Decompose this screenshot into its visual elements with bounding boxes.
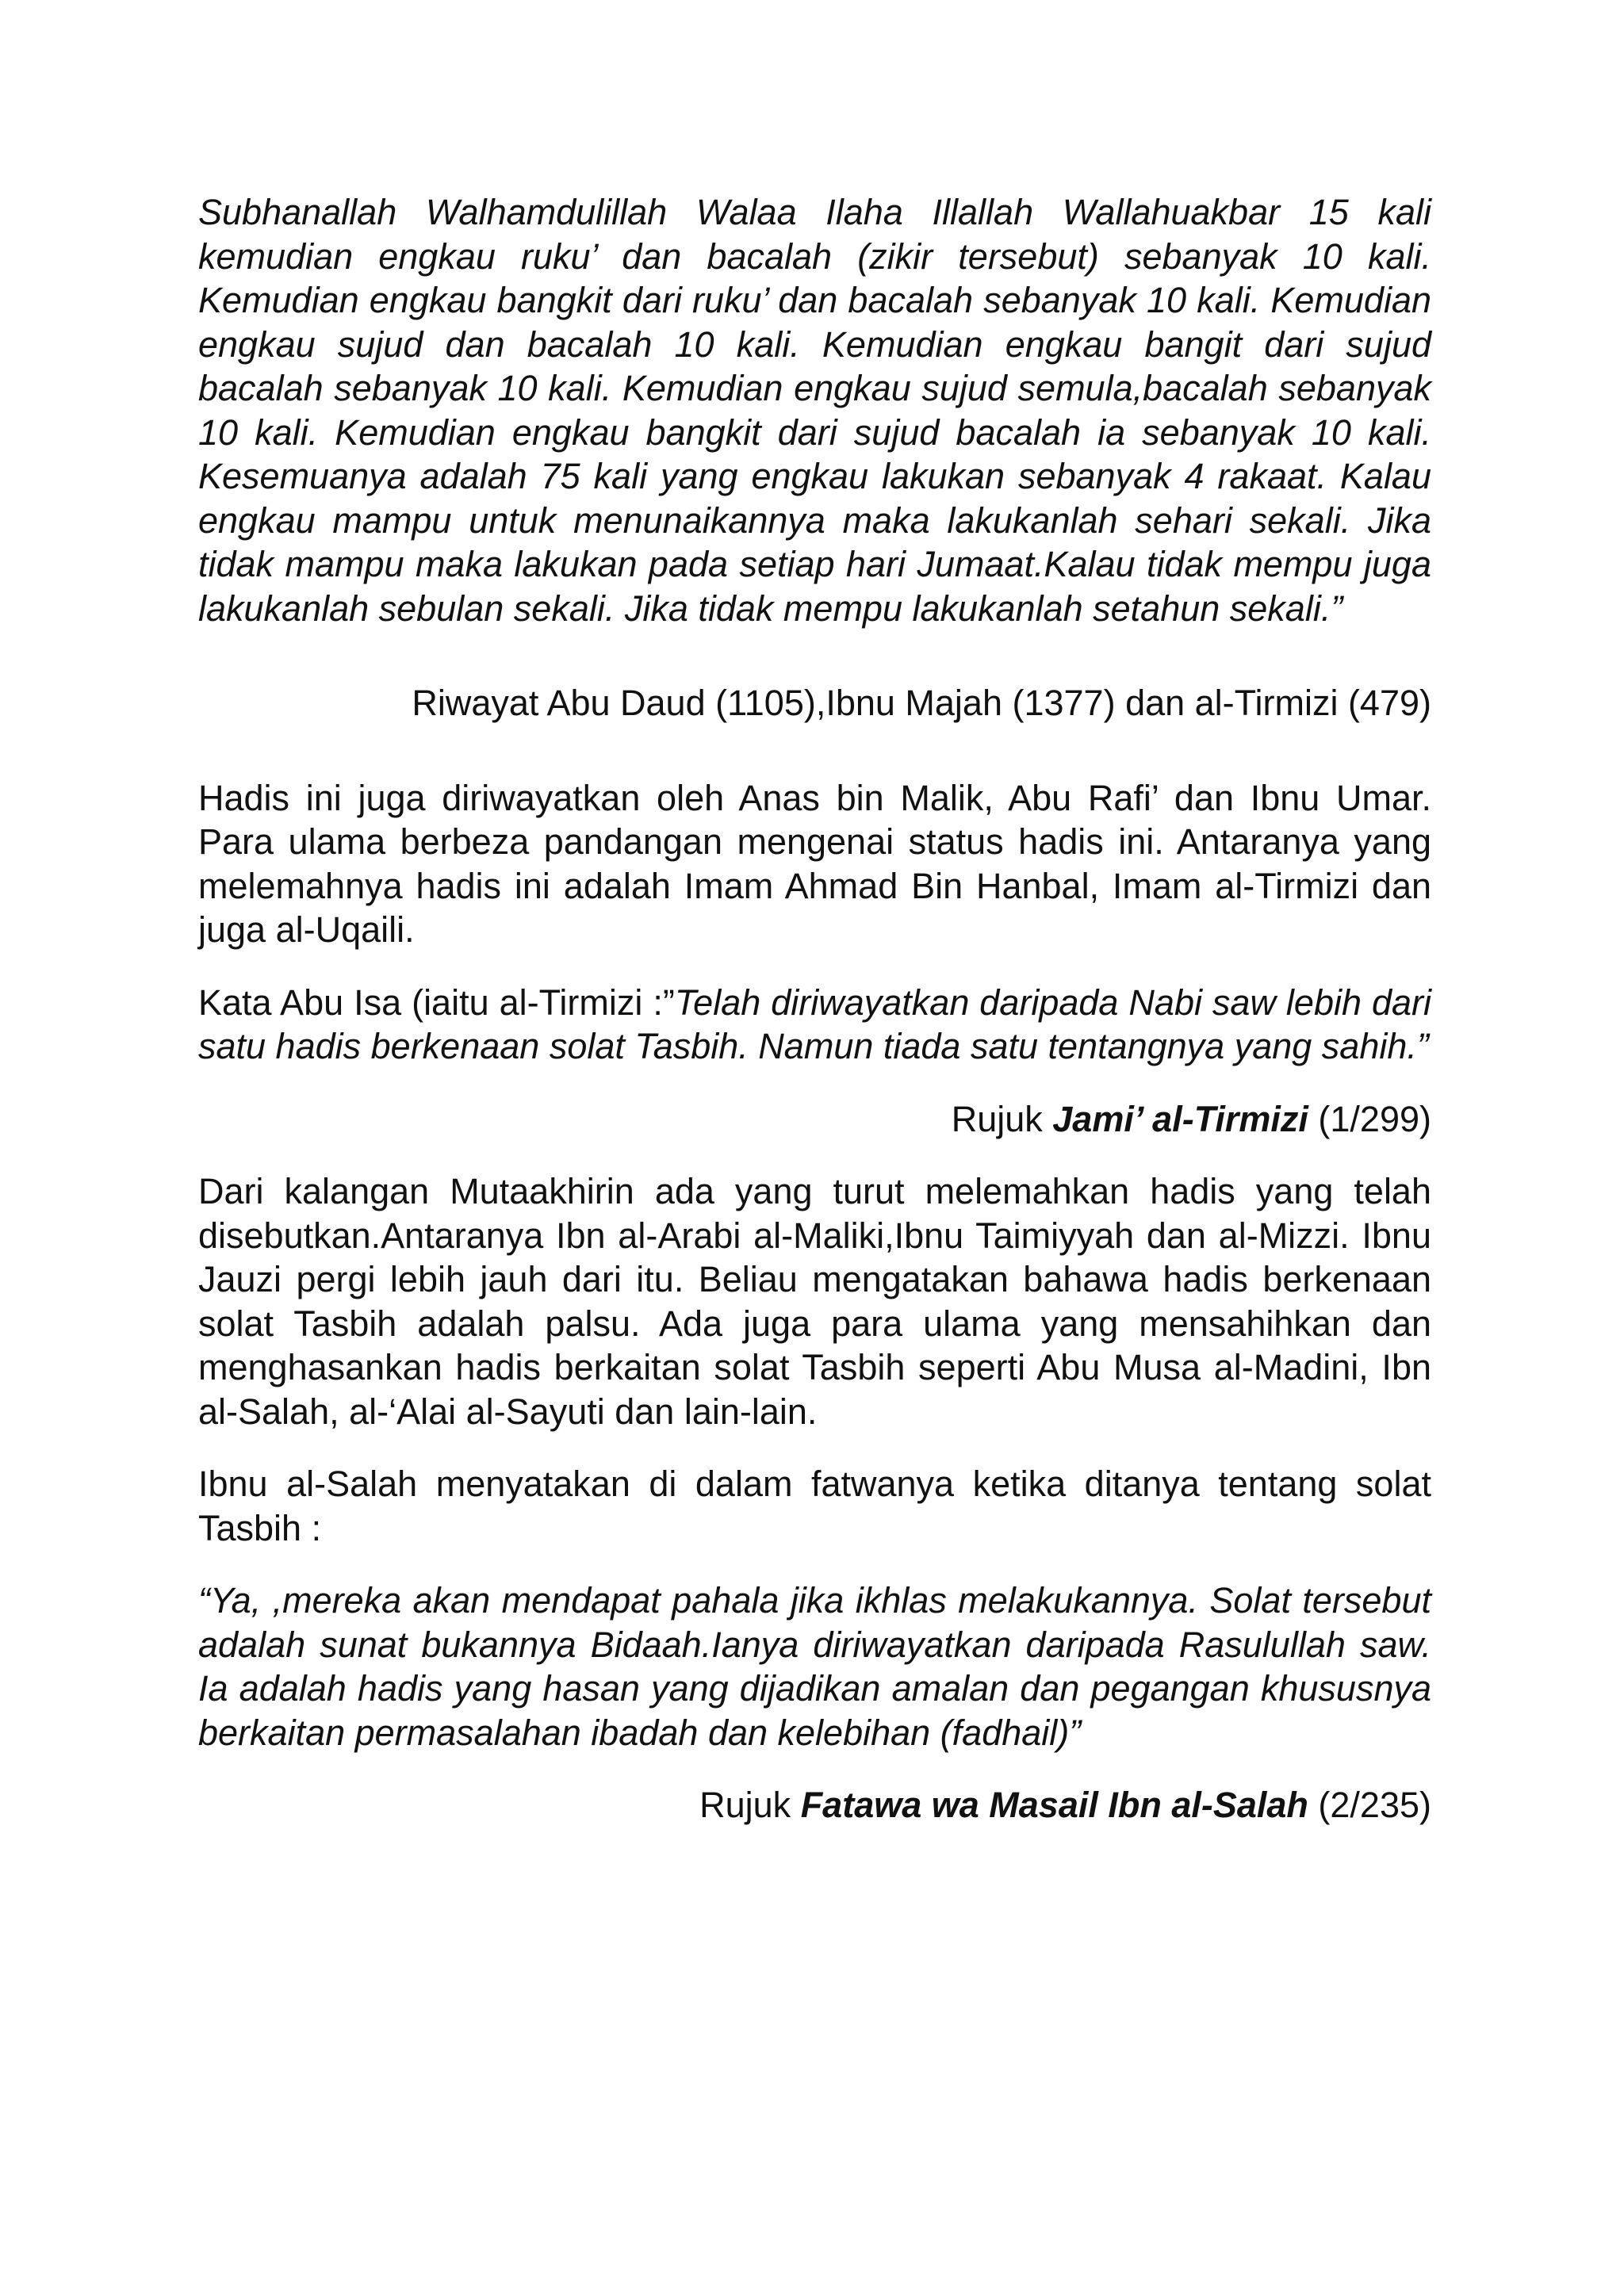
reference-prefix: Rujuk — [951, 1098, 1053, 1139]
narration-reference: Riwayat Abu Daud (1105),Ibnu Majah (1377) dan al-Tirmizi (479) — [412, 683, 1431, 723]
reference-volume-page: (1/299) — [1308, 1098, 1431, 1139]
tirmizi-quote-text: Telah diriwayatkan daripada Nabi saw lebih dari satu hadis berkenaan solat Tasbih. Namun tiada satu tentangnya yang sahih.” — [198, 982, 1431, 1066]
mutaakhirin-paragraph: Dari kalangan Mutaakhirin ada yang turut melemahkan hadis yang telah disebutkan.Antaranya Ibn al-Arabi al-Maliki,Ibnu Taimiyyah dan al-Mizzi. Ibnu Jauzi pergi lebih jauh dari itu. Beliau mengatakan bahawa hadis berkenaan solat Tasbih adalah palsu. Ada juga para ulama yang mensahihkan dan menghasankan hadis berkaitan solat Tasbih seperti Abu Musa al-Madini, Ibn al-Salah, al-‘Alai al-Sayuti dan lain-lain. — [198, 1171, 1431, 1432]
tirmizi-quote-paragraph — [198, 981, 1431, 1069]
reference-book-title: Jami’ al-Tirmizi — [1052, 1098, 1308, 1139]
jami-tirmizi-reference — [198, 1097, 1431, 1142]
document-page — [198, 190, 1431, 1827]
reference-prefix: Rujuk — [699, 1785, 801, 1825]
ibnu-salah-intro-paragraph: Ibnu al-Salah menyatakan di dalam fatwanya ketika ditanya tentang solat Tasbih : — [198, 1464, 1431, 1548]
fatawa-reference — [198, 1783, 1431, 1827]
ibnu-salah-fatwa-quote: “Ya, ,mereka akan mendapat pahala jika ikhlas melakukannya. Solat tersebut adalah sunat bukannya Bidaah.Ianya diriwayatkan daripada Rasulullah saw. Ia adalah hadis yang hasan yang dijadikan amalan dan pegangan khususnya berkaitan permasalahan ibadah dan kelebihan (fadhail)” — [198, 1580, 1431, 1753]
reference-volume-page: (2/235) — [1308, 1785, 1431, 1825]
reference-book-title: Fatawa wa Masail Ibn al-Salah — [800, 1785, 1308, 1825]
tirmizi-quote-lead: Kata Abu Isa (iaitu al-Tirmizi :” — [198, 982, 675, 1023]
hadith-status-paragraph: Hadis ini juga diriwayatkan oleh Anas bin Malik, Abu Rafi’ dan Ibnu Umar. Para ulama berbeza pandangan mengenai status hadis ini. Antaranya yang melemahnya hadis ini adalah Imam Ahmad Bin Hanbal, Imam al-Tirmizi dan juga al-Uqaili. — [198, 777, 1431, 950]
hadith-text-paragraph: Subhanallah Walhamdulillah Walaa Ilaha Illallah Wallahuakbar 15 kali kemudian engkau ruku’ dan bacalah (zikir tersebut) sebanyak 10 kali. Kemudian engkau bangkit dari ruku’ dan bacalah sebanyak 10 kali. Kemudian engkau sujud dan bacalah 10 kali. Kemudian engkau bangit dari sujud bacalah sebanyak 10 kali. Kemudian engkau sujud semula,bacalah sebanyak 10 kali. Kemudian engkau bangkit dari sujud bacalah ia sebanyak 10 kali. Kesemuanya adalah 75 kali yang engkau lakukan sebanyak 4 rakaat. Kalau engkau mampu untuk menunaikannya maka lakukanlah sehari sekali. Jika tidak mampu maka lakukan pada setiap hari Jumaat.Kalau tidak mempu juga lakukanlah sebulan sekali. Jika tidak mempu lakukanlah setahun sekali.” — [198, 192, 1431, 629]
